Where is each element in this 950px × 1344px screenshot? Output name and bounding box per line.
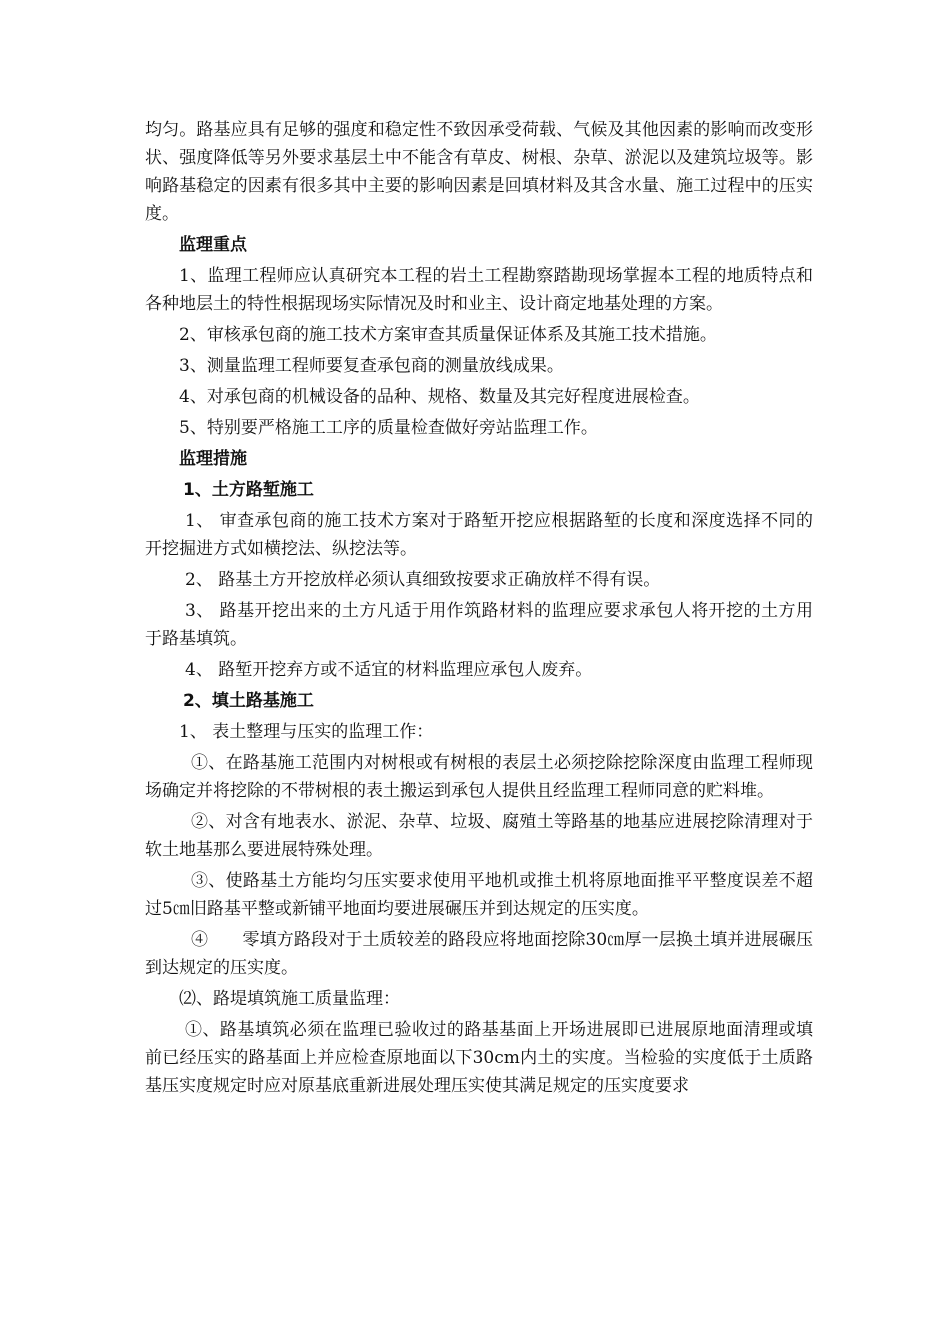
document-page: [145, 116, 813, 1100]
section2-sub2-heading: ⑵、路堤填筑施工质量监理：: [179, 989, 400, 1009]
section2-sub1-item: ①、在路基施工范围内对树根或有树根的表层土必须挖除挖除深度由监理工程师现场确定并将挖除的不带树根的表土搬运到承包人提供且经监理工程师同意的贮料堆。: [145, 753, 813, 801]
focus-item: 1、监理工程师应认真研究本工程的岩土工程勘察踏勘现场掌握本工程的地质特点和各种地层土的特性根据现场实际情况及时和业主、设计商定地基处理的方案。: [145, 266, 813, 314]
section2-heading: 2、填土路基施工: [183, 691, 314, 711]
focus-item: 3、测量监理工程师要复查承包商的测量放线成果。: [179, 356, 564, 376]
intro-paragraph: 均匀。路基应具有足够的强度和稳定性不致因承受荷载、气候及其他因素的影响而改变形状、强度降低等另外要求基层土中不能含有草皮、树根、杂草、淤泥以及建筑垃圾等。影响路基稳定的因素有很多其中主要的影响因素是回填材料及其含水量、施工过程中的压实度。: [145, 120, 813, 224]
focus-item: 2、审核承包商的施工技术方案审查其质量保证体系及其施工技术措施。: [179, 325, 717, 345]
section1-heading: 1、土方路堑施工: [183, 480, 314, 500]
focus-item: 4、对承包商的机械设备的品种、规格、数量及其完好程度进展检查。: [179, 387, 700, 407]
section1-item: 2、 路基土方开挖放样必须认真细致按要求正确放样不得有误。: [185, 570, 661, 590]
section2-sub1-item: ②、对含有地表水、淤泥、杂草、垃圾、腐殖土等路基的地基应进展挖除清理对于软土地基那么要进展特殊处理。: [145, 812, 813, 860]
section2-sub2-item: ①、路基填筑必须在监理已验收过的路基基面上开场进展即已进展原地面清理或填前已经压实的路基面上并应检查原地面以下30cm内土的实度。当检验的实度低于土质路基压实度规定时应对原基底重新进展处理压实使其满足规定的压实度要求: [145, 1020, 813, 1096]
section1-item: 3、 路基开挖出来的土方凡适于用作筑路材料的监理应要求承包人将开挖的土方用于路基填筑。: [145, 601, 813, 649]
section1-item: 4、 路堑开挖弃方或不适宜的材料监理应承包人废弃。: [185, 660, 593, 680]
focus-item: 5、特别要严格施工工序的质量检查做好旁站监理工作。: [179, 418, 598, 438]
section2-sub1-item: ④ 零填方路段对于土质较差的路段应将地面挖除30㎝厚一层换土填并进展碾压到达规定的压实度。: [145, 930, 813, 978]
focus-heading: 监理重点: [179, 235, 247, 255]
section2-sub1-item: ③、使路基土方能均匀压实要求使用平地机或推土机将原地面推平平整度误差不超过5㎝旧路基平整或新铺平地面均要进展碾压并到达规定的压实度。: [145, 871, 813, 919]
section1-item: 1、 审查承包商的施工技术方案对于路堑开挖应根据路堑的长度和深度选择不同的开挖掘进方式如横挖法、纵挖法等。: [145, 511, 813, 559]
section2-sub1-heading: 1、 表土整理与压实的监理工作：: [179, 722, 434, 742]
measures-heading: 监理措施: [179, 449, 247, 469]
